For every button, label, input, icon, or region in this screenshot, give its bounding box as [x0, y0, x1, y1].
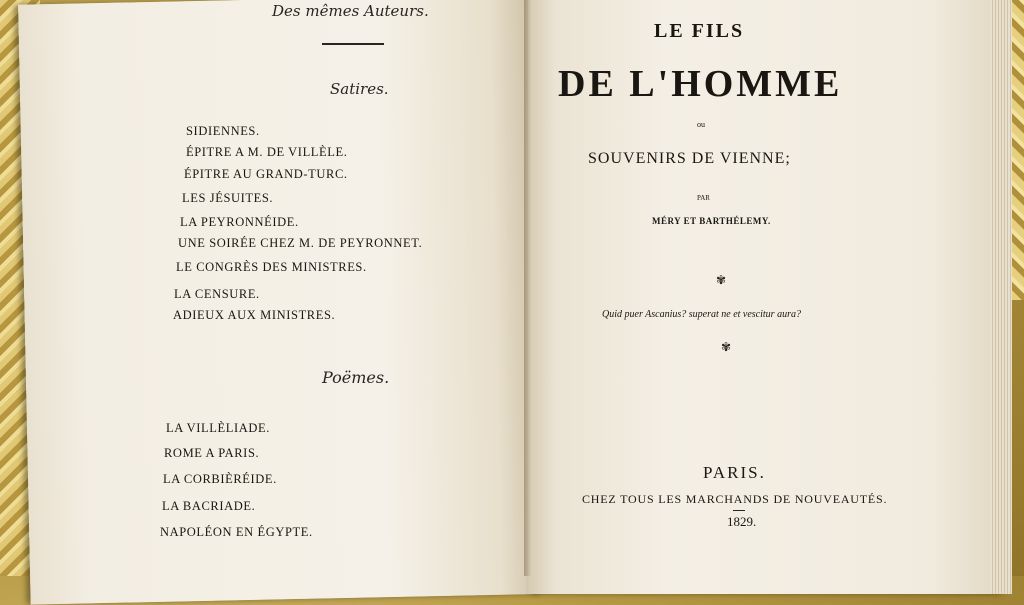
list-item-satire: ADIEUX AUX MINISTRES. [173, 308, 336, 322]
epigraph: Quid puer Ascanius? superat ne et vescitur aura? [602, 309, 801, 320]
list-item-poeme: LA BACRIADE. [162, 499, 256, 513]
list-item-satire: UNE SOIRÉE CHEZ M. DE PEYRONNET. [178, 236, 423, 250]
title-line-2: DE L'HOMME [558, 63, 843, 105]
list-item-satire: LA CENSURE. [174, 287, 260, 301]
authors: MÉRY ET BARTHÉLEMY. [652, 216, 771, 226]
page-edges [990, 0, 1012, 594]
header-ornament [322, 43, 384, 45]
subtitle: SOUVENIRS DE VIENNE; [588, 150, 791, 167]
par-label: PAR [697, 194, 710, 202]
satires-heading: Satires. [330, 80, 389, 98]
ornament-flower-icon: ✾ [716, 273, 727, 287]
list-item-satire: SIDIENNES. [186, 124, 260, 138]
list-item-satire: ÉPITRE AU GRAND-TURC. [184, 167, 348, 181]
ornament-flower-icon: ✾ [721, 340, 732, 354]
list-item-satire: LES JÉSUITES. [182, 191, 274, 205]
list-item-satire: LE CONGRÈS DES MINISTRES. [176, 260, 367, 274]
left-page-header: Des mêmes Auteurs. [272, 2, 429, 20]
publication-year: 1829. [727, 514, 757, 529]
publication-city: PARIS. [703, 463, 766, 482]
book-spine [524, 0, 532, 576]
year-dash [733, 510, 745, 511]
list-item-poeme: ROME A PARIS. [164, 446, 260, 460]
list-item-satire: ÉPITRE A M. DE VILLÈLE. [186, 145, 348, 159]
list-item-poeme: LA VILLÈLIADE. [166, 421, 270, 435]
publisher: CHEZ TOUS LES MARCHANDS DE NOUVEAUTÉS. [582, 492, 888, 506]
left-page [18, 0, 542, 605]
list-item-poeme: NAPOLÉON EN ÉGYPTE. [160, 525, 313, 539]
list-item-poeme: LA CORBIÈRÉIDE. [163, 472, 277, 486]
ou-connector: ou [697, 120, 705, 129]
title-line-1: LE FILS [654, 20, 745, 42]
poemes-heading: Poëmes. [322, 368, 390, 387]
list-item-satire: LA PEYRONNÉIDE. [180, 215, 299, 229]
